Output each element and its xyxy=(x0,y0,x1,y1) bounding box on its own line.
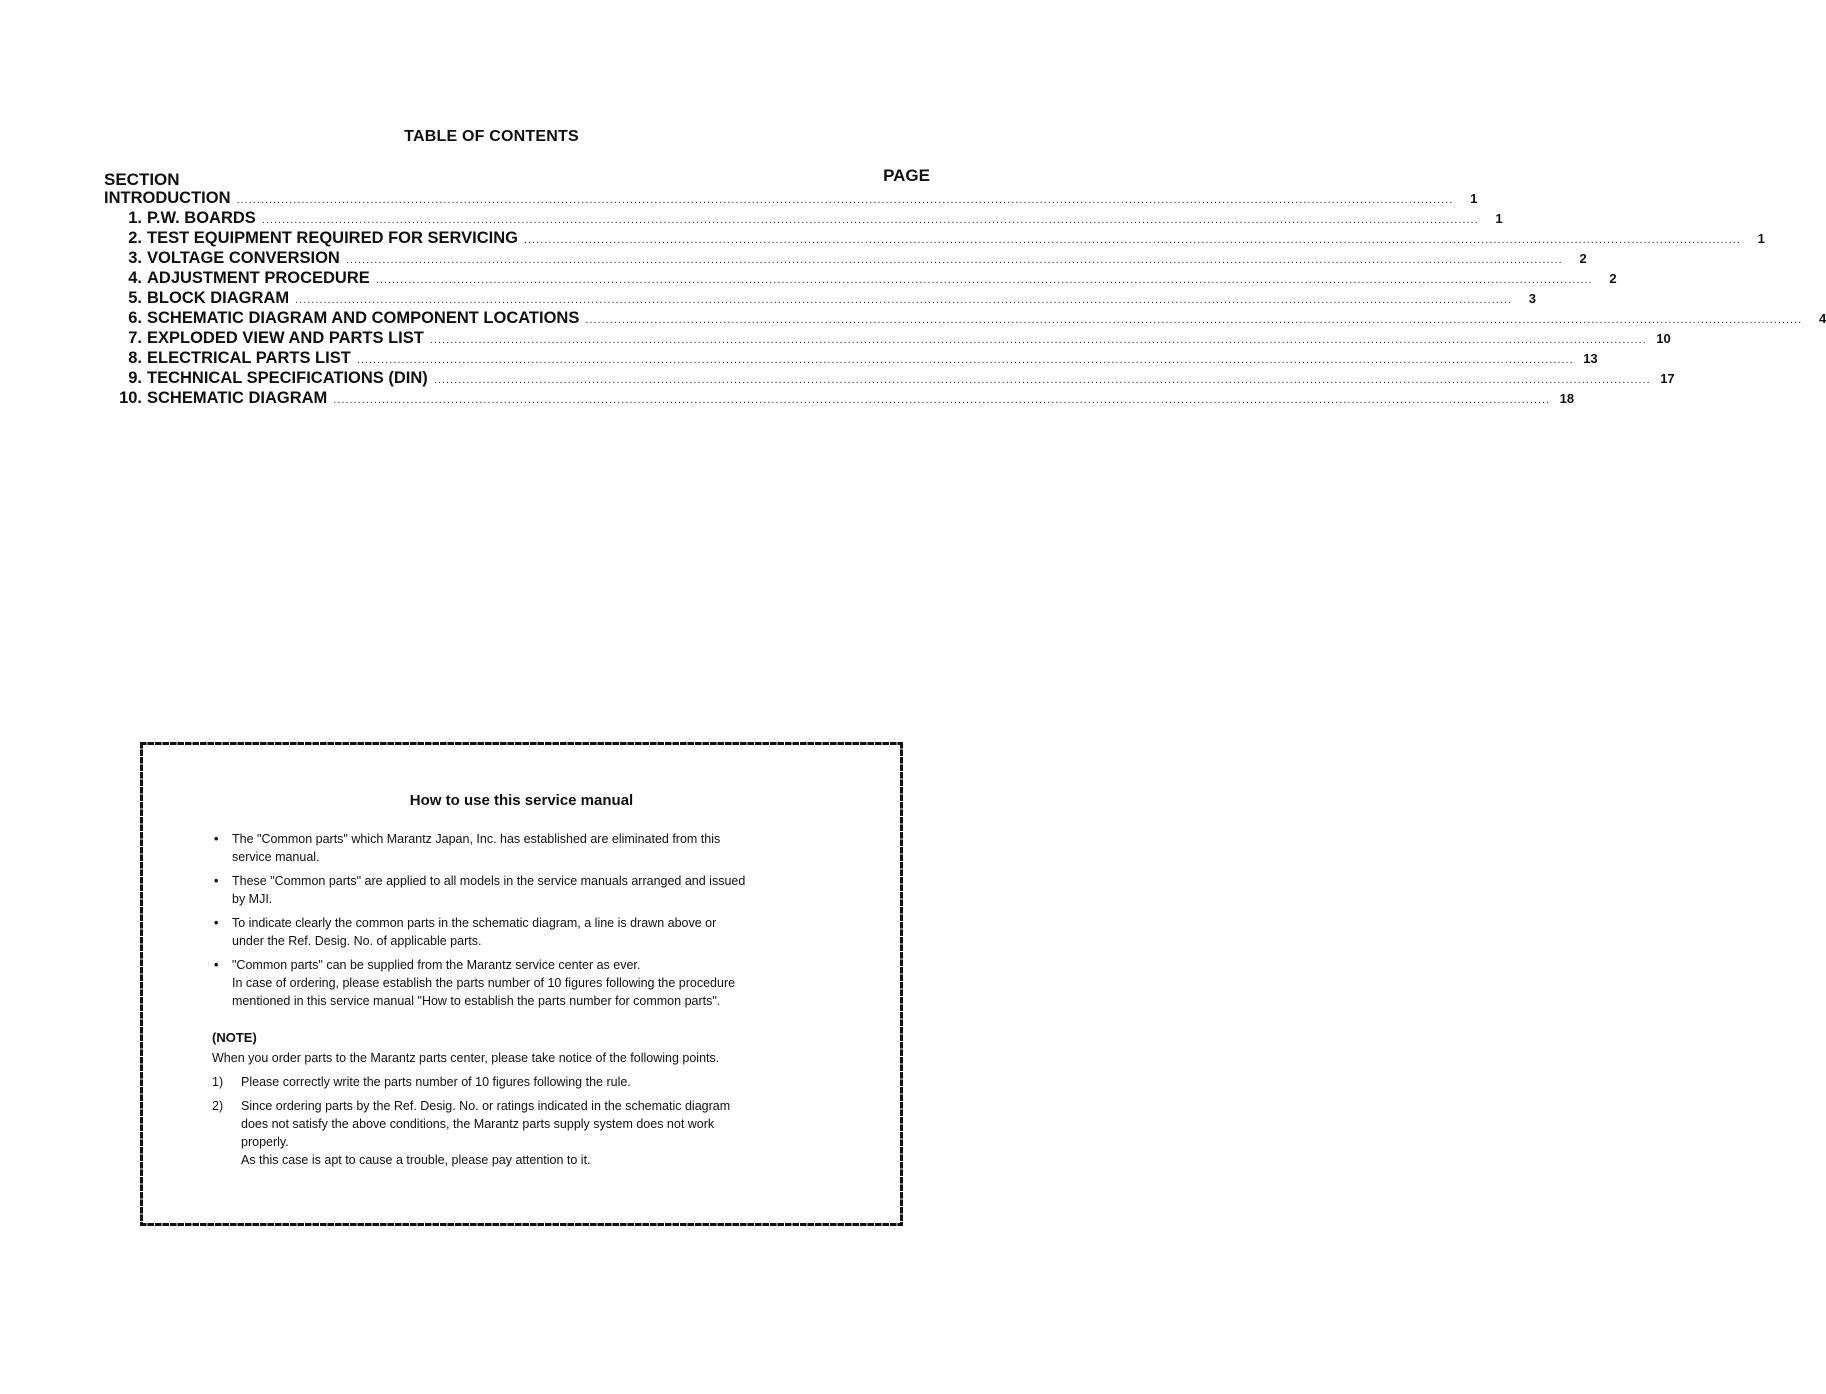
toc-entry-block-diagram xyxy=(104,289,1536,309)
toc-entry-voltage-conversion xyxy=(104,249,1587,269)
toc-entry-page: 13 xyxy=(1583,351,1598,366)
toc-list xyxy=(104,189,1826,409)
dot-leader: ............................................................................................................................................................................................................................................................................................................ xyxy=(433,374,1651,386)
note-item-line: As this case is apt to cause a trouble, please pay attention to it. xyxy=(241,1153,591,1167)
service-manual-notice-box xyxy=(140,742,903,1226)
box-border-right xyxy=(900,742,903,1226)
notice-bullet xyxy=(212,872,842,908)
dot-leader: ............................................................................................................................................................................................................................................................................................................ xyxy=(585,314,1803,326)
dot-leader: ............................................................................................................................................................................................................................................................................................................ xyxy=(375,274,1593,286)
toc-entry-page: 2 xyxy=(1609,271,1617,286)
toc-entry-number: 3. xyxy=(128,249,142,267)
bullet-line: under the Ref. Desig. No. of applicable parts. xyxy=(232,934,482,948)
section-column-header: SECTION xyxy=(104,170,180,189)
dot-leader: ............................................................................................................................................................................................................................................................................................................ xyxy=(345,254,1563,266)
dot-leader: ............................................................................................................................................................................................................................................................................................................ xyxy=(295,294,1512,306)
bullet-icon: • xyxy=(214,958,219,972)
box-border-left xyxy=(140,742,143,1226)
dot-leader: ............................................................................................................................................................................................................................................................................................................ xyxy=(356,354,1574,366)
bullet-icon: • xyxy=(214,874,219,888)
toc-entry-number: 6. xyxy=(128,309,142,327)
toc-entry-schematic-diagram xyxy=(104,389,1575,409)
toc-entry-introduction xyxy=(104,189,1478,209)
page-column-header: PAGE xyxy=(883,166,930,185)
dot-leader: ............................................................................................................................................................................................................................................................................................................ xyxy=(523,234,1741,246)
toc-entry-adjustment-procedure xyxy=(104,269,1617,289)
notice-bullet xyxy=(212,956,842,1010)
toc-entry-number: 7. xyxy=(128,329,142,347)
toc-entry-page: 10 xyxy=(1656,331,1671,346)
toc-entry-page: 2 xyxy=(1579,251,1587,266)
note-item-number: 2) xyxy=(212,1099,224,1113)
notice-bullet xyxy=(212,914,842,950)
bullet-line: To indicate clearly the common parts in the schematic diagram, a line is drawn above or xyxy=(232,916,717,930)
bullet-line: mentioned in this service manual "How to establish the parts number for common parts". xyxy=(232,994,721,1008)
toc-entry-schematic-component-locations xyxy=(104,309,1826,329)
toc-entry-text: BLOCK DIAGRAM xyxy=(147,289,290,307)
dot-leader: ............................................................................................................................................................................................................................................................................................................ xyxy=(261,214,1479,226)
note-list xyxy=(212,1073,842,1175)
toc-entry-page: 1 xyxy=(1495,211,1503,226)
box-border-bottom xyxy=(140,1223,903,1226)
toc-entry-text: ADJUSTMENT PROCEDURE xyxy=(147,269,370,287)
box-border-top xyxy=(140,742,903,745)
bullet-icon: • xyxy=(214,832,219,846)
toc-entry-text: EXPLODED VIEW AND PARTS LIST xyxy=(147,329,424,347)
bullet-line: by MJI. xyxy=(232,892,273,906)
toc-entry-text: ELECTRICAL PARTS LIST xyxy=(147,349,351,367)
toc-entry-page: 1 xyxy=(1470,191,1478,206)
note-item xyxy=(212,1073,842,1091)
bullet-line: service manual. xyxy=(232,850,320,864)
dot-leader: ............................................................................................................................................................................................................................................................................................................ xyxy=(236,194,1454,206)
notice-title: How to use this service manual xyxy=(409,792,634,809)
toc-entry-number: 8. xyxy=(128,349,142,367)
toc-entry-number: 4. xyxy=(128,269,142,287)
toc-entry-number: 1. xyxy=(128,209,142,227)
note-item xyxy=(212,1097,842,1169)
toc-title: TABLE OF CONTENTS xyxy=(404,128,579,145)
note-item-line: properly. xyxy=(241,1135,289,1149)
dot-leader: ............................................................................................................................................................................................................................................................................................................ xyxy=(333,394,1551,406)
toc-entry-text: SCHEMATIC DIAGRAM xyxy=(147,389,328,407)
note-item-line: does not satisfy the above conditions, the Marantz parts supply system does not work xyxy=(241,1117,715,1131)
note-item-line: Please correctly write the parts number of 10 figures following the rule. xyxy=(241,1075,631,1089)
note-intro: When you order parts to the Marantz parts center, please take notice of the following points. xyxy=(212,1051,720,1065)
bullet-line: In case of ordering, please establish the parts number of 10 figures following the procedure xyxy=(232,976,736,990)
toc-entry-page: 1 xyxy=(1757,231,1765,246)
dot-leader: ............................................................................................................................................................................................................................................................................................................ xyxy=(429,334,1647,346)
toc-entry-number: 10. xyxy=(119,389,142,407)
toc-entry-electrical-parts-list xyxy=(104,349,1598,369)
toc-entry-technical-specifications xyxy=(104,369,1675,389)
toc-entry-page: 4 xyxy=(1818,311,1826,326)
notice-bullet-list xyxy=(212,830,842,1016)
toc-entry-number: 2. xyxy=(128,229,142,247)
note-heading: (NOTE) xyxy=(212,1030,257,1045)
toc-entry-text: TECHNICAL SPECIFICATIONS (DIN) xyxy=(147,369,428,387)
bullet-line: These "Common parts" are applied to all models in the service manuals arranged and issued xyxy=(232,874,746,888)
toc-entry-number: 5. xyxy=(128,289,142,307)
toc-entry-number: 9. xyxy=(128,369,142,387)
note-item-line: Since ordering parts by the Ref. Desig. No. or ratings indicated in the schematic diagram xyxy=(241,1099,731,1113)
toc-entry-exploded-view xyxy=(104,329,1671,349)
toc-entry-text: INTRODUCTION xyxy=(104,189,231,207)
bullet-line: "Common parts" can be supplied from the Marantz service center as ever. xyxy=(232,958,641,972)
note-item-number: 1) xyxy=(212,1075,224,1089)
toc-entry-test-equipment xyxy=(104,229,1765,249)
toc-entry-pw-boards xyxy=(104,209,1503,229)
bullet-icon: • xyxy=(214,916,219,930)
bullet-line: The "Common parts" which Marantz Japan, Inc. has established are eliminated from this xyxy=(232,832,721,846)
toc-entry-text: SCHEMATIC DIAGRAM AND COMPONENT LOCATIONS xyxy=(147,309,580,327)
toc-entry-page: 17 xyxy=(1660,371,1675,386)
notice-bullet xyxy=(212,830,842,866)
toc-entry-page: 3 xyxy=(1528,291,1536,306)
toc-entry-text: P.W. BOARDS xyxy=(147,209,256,227)
toc-entry-text: TEST EQUIPMENT REQUIRED FOR SERVICING xyxy=(147,229,518,247)
toc-entry-text: VOLTAGE CONVERSION xyxy=(147,249,340,267)
toc-entry-page: 18 xyxy=(1559,391,1575,406)
